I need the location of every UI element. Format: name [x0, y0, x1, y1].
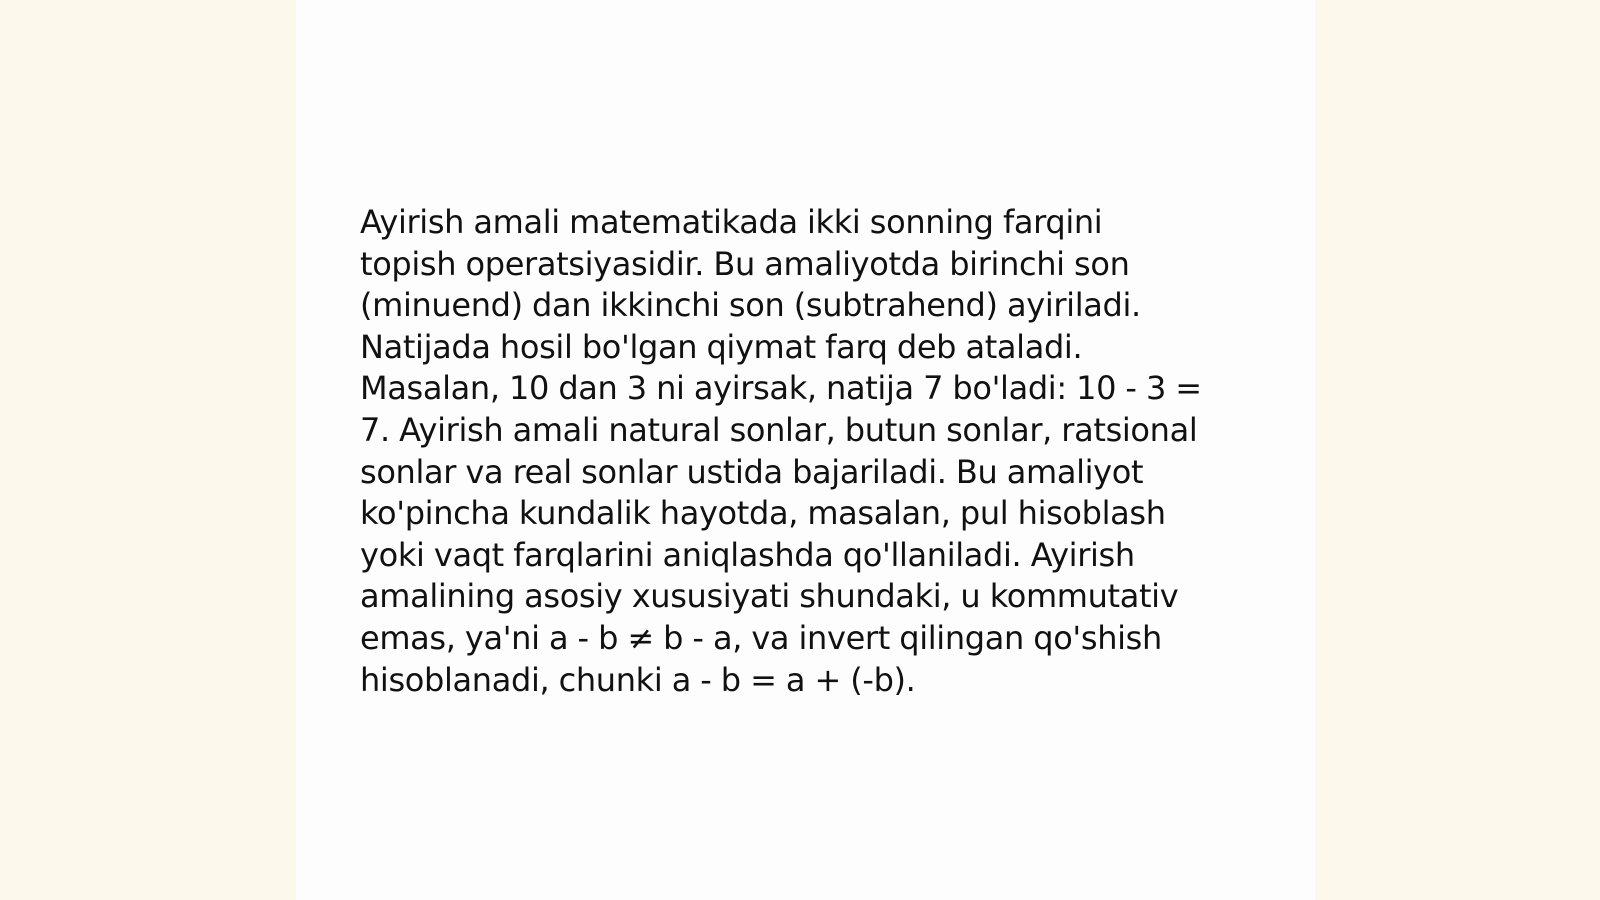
- paragraph-line: sonlar va real sonlar ustida bajariladi. Bu amaliyot: [360, 452, 1144, 491]
- paragraph-line: ko'pincha kundalik hayotda, masalan, pul hisoblash: [360, 494, 1166, 533]
- paragraph-line: (minuend) dan ikkinchi son (subtrahend) ayiriladi.: [360, 286, 1141, 325]
- body-paragraph: [360, 202, 1240, 701]
- paragraph-line: Natijada hosil bo'lgan qiymat farq deb ataladi.: [360, 327, 1083, 366]
- paragraph-line: Masalan, 10 dan 3 ni ayirsak, natija 7 bo'ladi: 10 - 3 =: [360, 369, 1202, 408]
- document-content: [360, 202, 1240, 701]
- document-page: [296, 0, 1315, 900]
- paragraph-line: topish operatsiyasidir. Bu amaliyotda birinchi son: [360, 244, 1130, 283]
- paragraph-line: hisoblanadi, chunki a - b = a + (-b).: [360, 660, 916, 699]
- paragraph-line: Ayirish amali matematikada ikki sonning farqini: [360, 203, 1103, 241]
- paragraph-line: amalining asosiy xususiyati shundaki, u kommutativ: [360, 577, 1179, 616]
- paragraph-line: emas, ya'ni a - b ≠ b - a, va invert qilingan qo'shish: [360, 618, 1162, 657]
- paragraph-line: 7. Ayirish amali natural sonlar, butun sonlar, ratsional: [360, 410, 1198, 449]
- paragraph-line: yoki vaqt farqlarini aniqlashda qo'llaniladi. Ayirish: [360, 535, 1135, 574]
